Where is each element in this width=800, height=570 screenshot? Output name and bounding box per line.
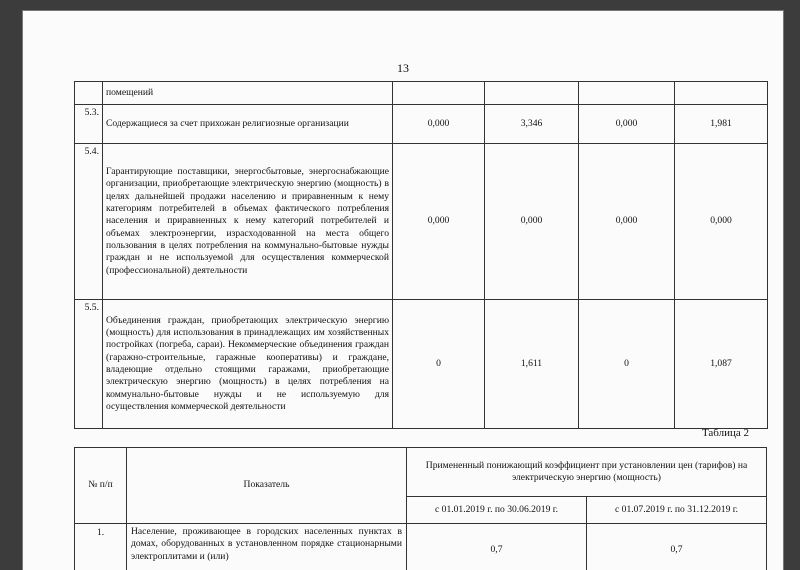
tariff-volume-table: [74, 81, 768, 429]
row-value: [579, 82, 675, 105]
row-value: 1,981: [675, 105, 768, 144]
row-value: [485, 82, 579, 105]
row-number: 5.5.: [75, 300, 103, 429]
header-period-2: с 01.07.2019 г. по 31.12.2019 г.: [587, 497, 767, 524]
header-indicator: Показатель: [127, 448, 407, 524]
reduction-coefficient-table: [74, 447, 767, 570]
row-value: 0,000: [579, 144, 675, 300]
row-number: [75, 82, 103, 105]
row-number: 5.4.: [75, 144, 103, 300]
document-page: [22, 10, 784, 570]
row-description: Население, проживающее в городских населенных пунктах в домах, оборудованных в установленном порядке стационарными электроплитами и (или): [127, 524, 407, 570]
row-value: 0,000: [579, 105, 675, 144]
header-number: № п/п: [75, 448, 127, 524]
row-value: 0,000: [393, 144, 485, 300]
table-row: [75, 300, 768, 429]
row-value: 0: [393, 300, 485, 429]
row-number: 1.: [75, 524, 127, 570]
row-value: 0: [579, 300, 675, 429]
row-description: Гарантирующие поставщики, энергосбытовые, энергоснабжающие организации, приобретающие электрическую энергию (мощность) в целях дальнейшей продажи населению и приравненным к нему категориям потребителей в объемах фактического потребления населения и приравненных к нему категорий потребителей и объемах электроэнергии, израсходованной на места общего пользования в целях потребления на коммунально-бытовые нужды граждан и не используемой для осуществления коммерческой (профессиональной) деятельности: [103, 144, 393, 300]
row-value: 1,611: [485, 300, 579, 429]
table-row: [75, 82, 768, 105]
table-row: [75, 105, 768, 144]
row-value: 0,000: [675, 144, 768, 300]
row-value: [393, 82, 485, 105]
table-row: [75, 144, 768, 300]
row-description: Содержащиеся за счет прихожан религиозные организации: [103, 105, 393, 144]
table-header-row: [75, 448, 767, 497]
table-row: [75, 524, 767, 570]
row-description: Объединения граждан, приобретающих электрическую энергию (мощность) для использования в принадлежащих им хозяйственных постройках (погреба, сараи). Некоммерческие объединения граждан (гаражно-строительные, гаражные кооперативы) и граждане, владеющие отдельно стоящими гаражами, приобретающие электрическую энергию (мощность) в целях потребления на коммунально-бытовые нужды и не используемую для осуществления коммерческой деятельности: [103, 300, 393, 429]
row-value: 0,000: [485, 144, 579, 300]
row-value: 0,7: [407, 524, 587, 570]
row-value: 1,087: [675, 300, 768, 429]
row-value: 0,000: [393, 105, 485, 144]
row-number: 5.3.: [75, 105, 103, 144]
header-period-1: с 01.01.2019 г. по 30.06.2019 г.: [407, 497, 587, 524]
page-number: 13: [23, 61, 783, 76]
row-value: [675, 82, 768, 105]
row-value: 0,7: [587, 524, 767, 570]
row-value: 3,346: [485, 105, 579, 144]
row-description: помещений: [103, 82, 393, 105]
table-caption: Таблица 2: [702, 427, 749, 439]
header-coefficient: Примененный понижающий коэффициент при установлении цен (тарифов) на электрическую энергию (мощность): [407, 448, 767, 497]
